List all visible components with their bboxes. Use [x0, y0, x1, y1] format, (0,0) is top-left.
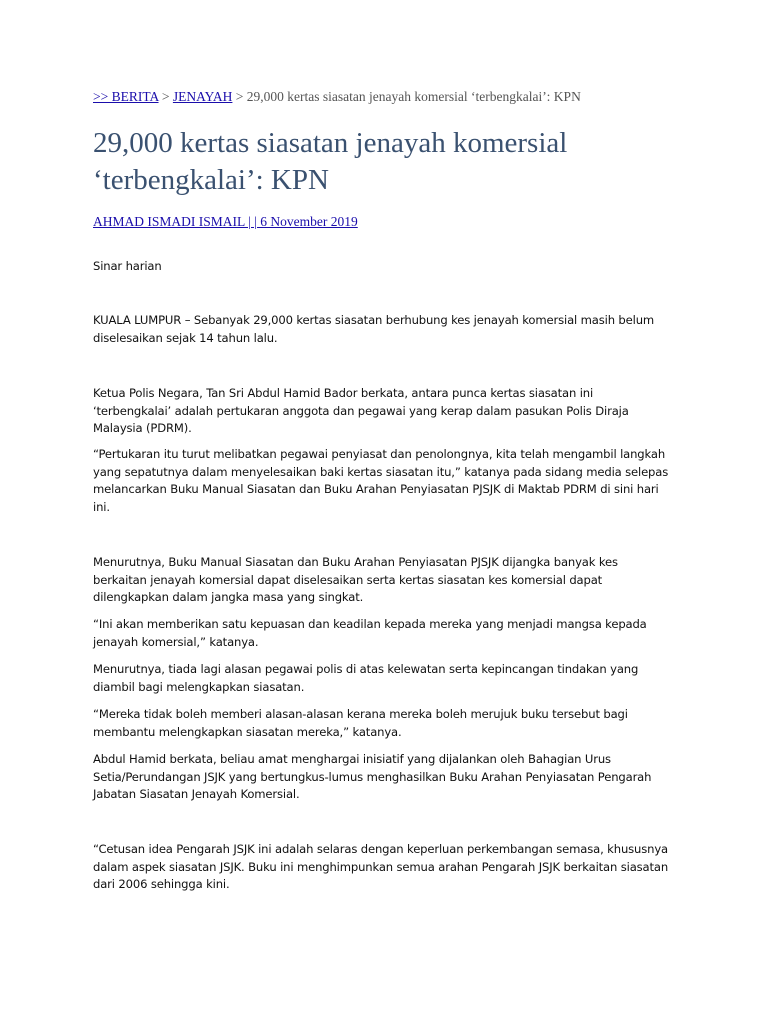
article-paragraph: “Pertukaran itu turut melibatkan pegawai penyiasat dan penolongnya, kita telah mengambil langkah yang sepatutnya dalam menyelesaikan baki kertas siasatan itu,” katanya pada sidang media selepas melancarkan Buku Manual Siasatan dan Buku Arahan Penyiasatan PJSJK di Maktab PDRM di sini hari ini. [93, 447, 669, 514]
breadcrumb-current: 29,000 kertas siasatan jenayah komersial ‘terbengkalai’: KPN [246, 89, 581, 104]
article-title: 29,000 kertas siasatan jenayah komersial ‘terbengkalai’: KPN [93, 127, 568, 196]
breadcrumb-separator: > [232, 89, 247, 104]
article-source: Sinar harian [93, 259, 162, 273]
article-paragraph: Menurutnya, tiada lagi alasan pegawai polis di atas kelewatan serta kepincangan tindakan yang diambil bagi melengkapkan siasatan. [93, 662, 639, 694]
article-paragraph: “Cetusan idea Pengarah JSJK ini adalah selaras dengan keperluan perkembangan semasa, khususnya dalam aspek siasatan JSJK. Buku ini menghimpunkan semua arahan Pengarah JSJK berkaitan siasatan dari 2006 sehingga kini. [93, 842, 669, 891]
article-paragraph: Ketua Polis Negara, Tan Sri Abdul Hamid Bador berkata, antara punca kertas siasatan ini ‘terbengkalai’ adalah pertukaran anggota dan pegawai yang kerap dalam pasukan Polis Diraja Malaysia (PDRM). [93, 386, 629, 435]
breadcrumb-separator: > [158, 89, 173, 104]
breadcrumb-home-link[interactable]: >> BERITA [93, 89, 159, 104]
author-byline-link[interactable]: AHMAD ISMADI ISMAIL | | 6 November 2019 [93, 214, 358, 229]
article-paragraph: Abdul Hamid berkata, beliau amat menghargai inisiatif yang dijalankan oleh Bahagian Urus Setia/Perundangan JSJK yang bertungkus-lumus menghasilkan Buku Arahan Penyiasatan Pengarah Jabatan Siasatan Jenayah Komersial. [93, 752, 652, 801]
breadcrumb-category-link[interactable]: JENAYAH [172, 89, 233, 104]
breadcrumb [93, 89, 581, 105]
article-paragraph: “Ini akan memberikan satu kepuasan dan keadilan kepada mereka yang menjadi mangsa kepada jenayah komersial,” katanya. [93, 617, 647, 649]
article-paragraph: KUALA LUMPUR – Sebanyak 29,000 kertas siasatan berhubung kes jenayah komersial masih belum diselesaikan sejak 14 tahun lalu. [93, 313, 655, 345]
article-paragraph: “Mereka tidak boleh memberi alasan-alasan kerana mereka boleh merujuk buku tersebut bagi membantu melengkapkan siasatan mereka,” katanya. [93, 707, 628, 739]
article-paragraph: Menurutnya, Buku Manual Siasatan dan Buku Arahan Penyiasatan PJSJK dijangka banyak kes berkaitan jenayah komersial dapat diselesaikan serta kertas siasatan kes komersial dapat dilengkapkan dalam jangka masa yang singkat. [93, 555, 618, 604]
